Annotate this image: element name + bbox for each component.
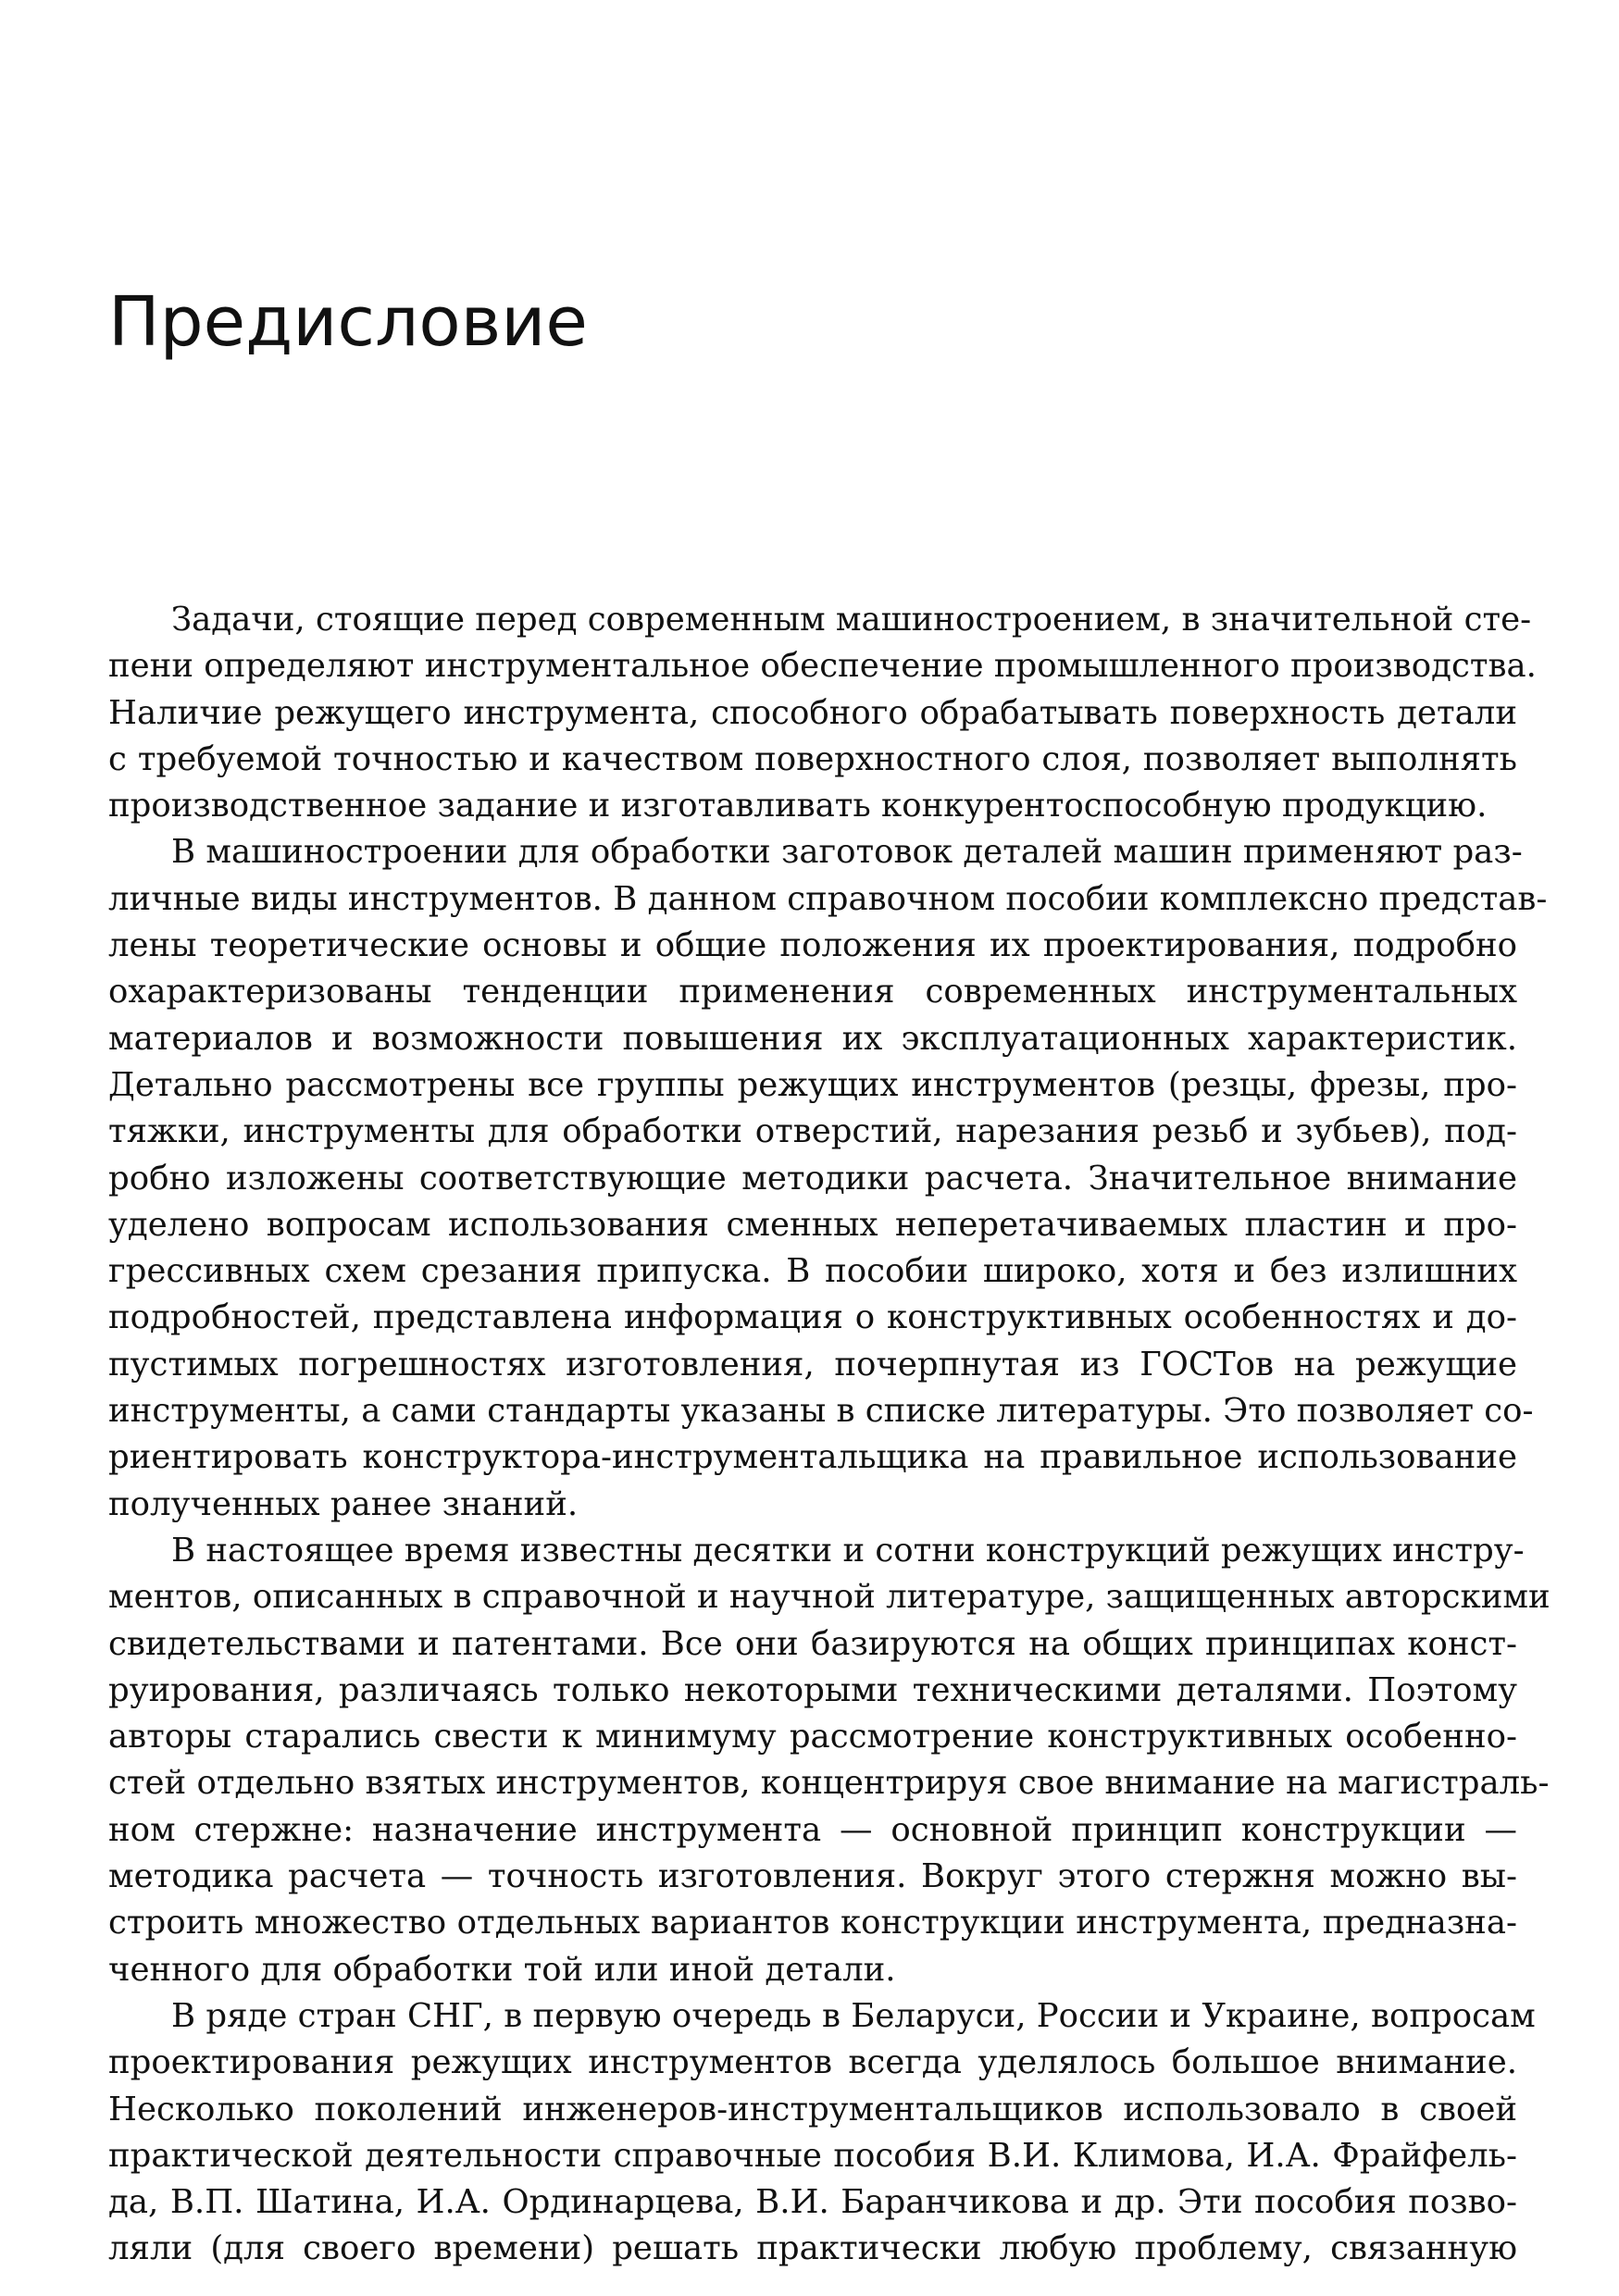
text-line: полученных ранее знаний. [108, 1484, 579, 1523]
text-line: ляли (для своего времени) решать практически любую проблему, связанную [108, 2229, 1517, 2268]
text-line: ментов, описанных в справочной и научной литературе, защищенных авторскими [108, 1578, 1551, 1617]
text-line: методика расчета — точность изготовления. Вокруг этого стержня можно вы- [108, 1857, 1517, 1896]
paragraph [108, 1528, 1551, 1993]
text-line: лены теоретические основы и общие положения их проектирования, подробно [108, 926, 1517, 965]
text-line: охарактеризованы тенденции применения современных инструментальных [108, 973, 1517, 1011]
text-line: уделено вопросам использования сменных неперетачиваемых пластин и про- [108, 1205, 1517, 1244]
text-line: ченного для обработки той или иной детали. [108, 1950, 896, 1989]
text-line: личные виды инструментов. В данном справочном пособии комплексно представ- [108, 879, 1548, 918]
text-line: риентировать конструктора-инструментальщика на правильное использование [108, 1438, 1517, 1477]
page-title: Предисловие [108, 282, 588, 362]
text-line: В настоящее время известны десятки и сотни конструкций режущих инстру- [171, 1531, 1525, 1570]
text-line: пустимых погрешностях изготовления, почерпнутая из ГОСТов на режущие [108, 1345, 1517, 1384]
paragraph [108, 829, 1548, 1527]
text-line: тяжки, инструменты для обработки отверстий, нарезания резьб и зубьев), под- [108, 1112, 1517, 1151]
text-line: стей отдельно взятых инструментов, концентрируя свое внимание на магистраль- [108, 1764, 1550, 1803]
text-line: грессивных схем срезания припуска. В пособии широко, хотя и без излишних [108, 1252, 1517, 1291]
text-line: робно изложены соответствующие методики расчета. Значительное внимание [108, 1159, 1517, 1198]
text-line: инструменты, а сами стандарты указаны в списке литературы. Это позволяет со- [108, 1392, 1534, 1431]
paragraph [108, 597, 1537, 829]
text-line: производственное задание и изготавливать конкурентоспособную продукцию. [108, 787, 1488, 825]
text-line: практической деятельности справочные пособия В.И. Климова, И.А. Фрайфель- [108, 2136, 1517, 2175]
text-line: Наличие режущего инструмента, способного обрабатывать поверхность детали [108, 693, 1517, 732]
text-line: свидетельствами и патентами. Все они базируются на общих принципах конст- [108, 1624, 1517, 1663]
text-line: В машиностроении для обработки заготовок деталей машин применяют раз- [171, 833, 1523, 872]
text-line: Задачи, стоящие перед современным машиностроением, в значительной сте- [171, 601, 1532, 639]
text-line: пени определяют инструментальное обеспечение промышленного производства. [108, 647, 1537, 686]
text-line: В ряде стран СНГ, в первую очередь в Беларуси, России и Украине, вопросам [171, 1996, 1536, 2035]
text-line: строить множество отдельных вариантов конструкции инструмента, предназна- [108, 1904, 1517, 1942]
text-line: Несколько поколений инженеров-инструментальщиков использовало в своей [108, 2090, 1517, 2128]
body-text [108, 597, 1551, 2273]
text-line: Детально рассмотрены все группы режущих инструментов (резцы, фрезы, про- [108, 1065, 1517, 1104]
text-line: материалов и возможности повышения их эксплуатационных характеристик. [108, 1019, 1517, 1058]
text-line: подробностей, представлена информация о конструктивных особенностях и до- [108, 1298, 1517, 1337]
text-line: проектирования режущих инструментов всегда уделялось большое внимание. [108, 2043, 1517, 2082]
text-line: авторы старались свести к минимуму рассмотрение конструктивных особенно- [108, 1718, 1517, 1756]
text-line: с требуемой точностью и качеством поверхностного слоя, позволяет выполнять [108, 739, 1517, 778]
text-line: ном стержне: назначение инструмента — основной принцип конструкции — [108, 1810, 1517, 1849]
paragraph [108, 1993, 1536, 2273]
text-line: да, В.П. Шатина, И.А. Ординарцева, В.И. Баранчикова и др. Эти пособия позво- [108, 2183, 1517, 2222]
text-line: руирования, различаясь только некоторыми техническими деталями. Поэтому [108, 1670, 1517, 1709]
